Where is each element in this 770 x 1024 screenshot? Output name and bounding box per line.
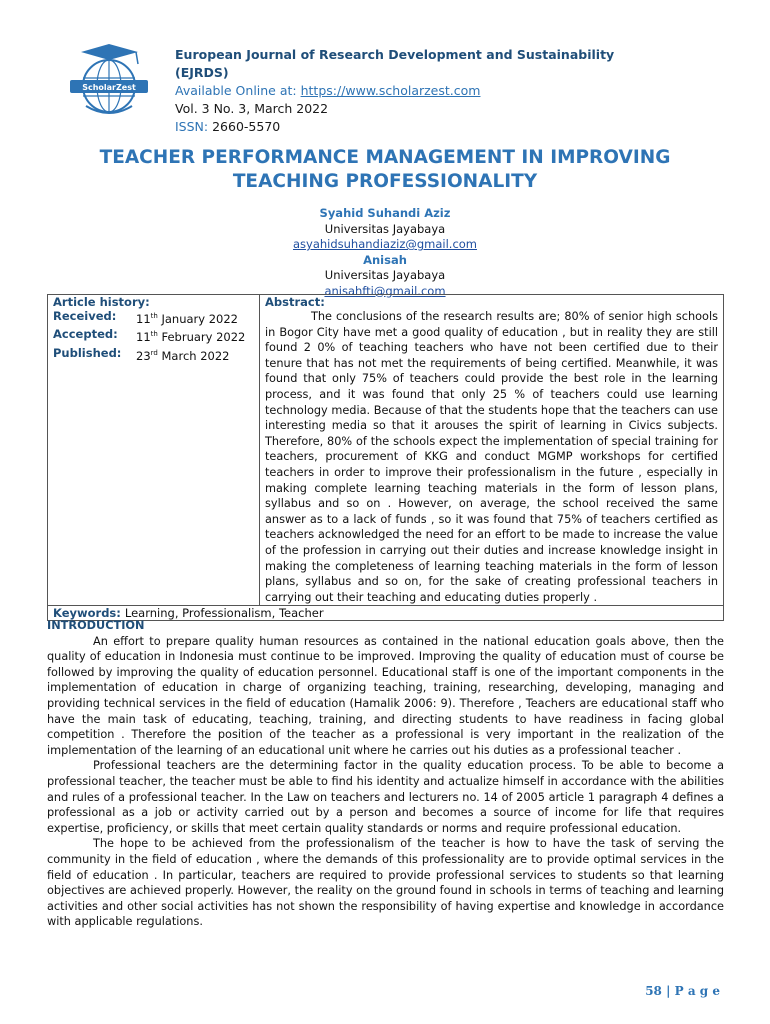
journal-url-link[interactable]: https://www.scholarzest.com [300, 83, 481, 98]
article-info-table [47, 294, 724, 621]
journal-header [66, 42, 666, 134]
abstract-cell [260, 295, 724, 606]
received-date: 11th January 2022 [136, 311, 239, 326]
article-history-cell [48, 295, 260, 606]
page-footer [645, 984, 720, 998]
scholarzest-logo [66, 42, 166, 118]
authors-block [0, 206, 770, 299]
title-line-2: TEACHING PROFESSIONALITY [232, 171, 538, 192]
intro-paragraph-1: An effort to prepare quality human resources as contained in the national education goals above, then the quality of education in Indonesia must continue to be improved. Improving the quality of education must of course be followed by improving the quality of education personnel. Educational staff is one of the important components in the implementation of education in charge of organizing teaching, training, researching, developing, managing and providing technical services in the field of education (Hamalik 2006: 9). Therefore , Teachers are educational staff who have the main task of educating, teaching, training, and directing students to have readiness in facing global competition . Therefore the position of the teacher as a professional is very important in the realization of the implementation of the learning of an educational unit where he carries out his duties as a professional teacher . [47, 634, 724, 757]
page-number: 58 [645, 984, 662, 998]
accepted-label: Accepted: [53, 327, 118, 342]
published-label: Published: [53, 345, 122, 360]
issn-info [175, 118, 666, 136]
accepted-row [53, 327, 254, 345]
author-1-affiliation: Universitas Jayabaya [324, 221, 446, 236]
author-1-name: Syahid Suhandi Aziz [319, 206, 451, 220]
available-online [175, 82, 666, 100]
page-separator: | [661, 984, 675, 998]
keywords-text: Learning, Professionalism, Teacher [124, 606, 324, 621]
article-history-label: Article history: [53, 295, 150, 309]
introduction-section [47, 618, 724, 930]
intro-paragraph-3: The hope to be achieved from the professionalism of the teacher is how to have the task of serving the community in the field of education , where the demands of this professionality are to provide optimal services in the field of education . In particular, teachers are required to provide professional services to students so that learning objectives are achieved properly. However, the reality on the ground found in schools in terms of teaching and learning activities and other social activities has not shown the responsibility of having expertise and knowledge in accordance with applicable regulations. [47, 837, 724, 929]
available-label: Available Online at: [175, 83, 301, 98]
received-row [53, 309, 254, 327]
published-date: 23rd March 2022 [136, 348, 230, 363]
introduction-heading: INTRODUCTION [47, 619, 145, 632]
published-row [53, 346, 254, 364]
abstract-text: The conclusions of the research results are; 80% of senior high schools in Bogor City have met a good quality of education , but in reality they are still found 2 0% of teaching teachers who have not been certified due to their tenure that has not met the requirements of being certified. Meanwhile, it was found that only 75% of teachers could provide the best role in the learning process, and it was found that only 25 % of teachers could use learning technology media. Because of that the students hope that the teachers can use interesting media so that it arouses the spirit of learning in Civics subjects. Therefore, 80% of the schools expect the implementation of special training for teachers, procurement of KKG and conduct MGMP workshops for certified teachers in order to improve their professionalism in the future , especially in making complete learning teaching materials in the form of lesson plans, syllabus and so on . However, on average, the school received the same answer as to a lack of funds , so it was found that 75% of teachers certified as teachers acknowledged the need for an effort to be made to increase the value of the profession in carrying out their duties and increase knowledge insight in making the completeness of learning teaching materials in the form of lesson plans, syllabus and so on, for the sake of creating professional teachers in carrying out their teaching and educating duties properly . [265, 310, 718, 604]
journal-name: European Journal of Research Development and Sustainability (EJRDS) [175, 47, 615, 80]
intro-paragraph-2: Professional teachers are the determining factor in the quality education process. To be able to become a professional teacher, the teacher must be able to find his identity and actualize himself in accordance with the abilities and rules of a professional teacher. In the Law on teachers and lecturers no. 14 of 2005 article 1 paragraph 4 defines a professional as a job or activity carried out by a person and becomes a source of income for life that requires expertise, proficiency, or skills that meet certain quality standards or norms and require professional education. [47, 759, 724, 835]
issn-label: ISSN: [175, 119, 213, 134]
abstract-label: Abstract: [265, 295, 325, 309]
author-1-email-link[interactable]: asyahidsuhandiaziz@gmail.com [292, 237, 478, 251]
paper-title [40, 146, 730, 194]
title-line-1: TEACHER PERFORMANCE MANAGEMENT IN IMPROVING [99, 147, 671, 168]
received-label: Received: [53, 309, 117, 323]
logo-text: ScholarZest [82, 83, 136, 92]
accepted-date: 11th February 2022 [136, 330, 246, 345]
keywords-label: Keywords: [53, 606, 125, 621]
issn-number: 2660-5570 [212, 119, 281, 134]
volume-info: Vol. 3 No. 3, March 2022 [175, 101, 329, 116]
author-2-email-link[interactable]: anisahfti@gmail.com [324, 283, 446, 298]
page-label: P a g e [674, 984, 720, 998]
author-2-name: Anisah [363, 252, 407, 267]
author-2-affiliation: Universitas Jayabaya [324, 268, 446, 282]
